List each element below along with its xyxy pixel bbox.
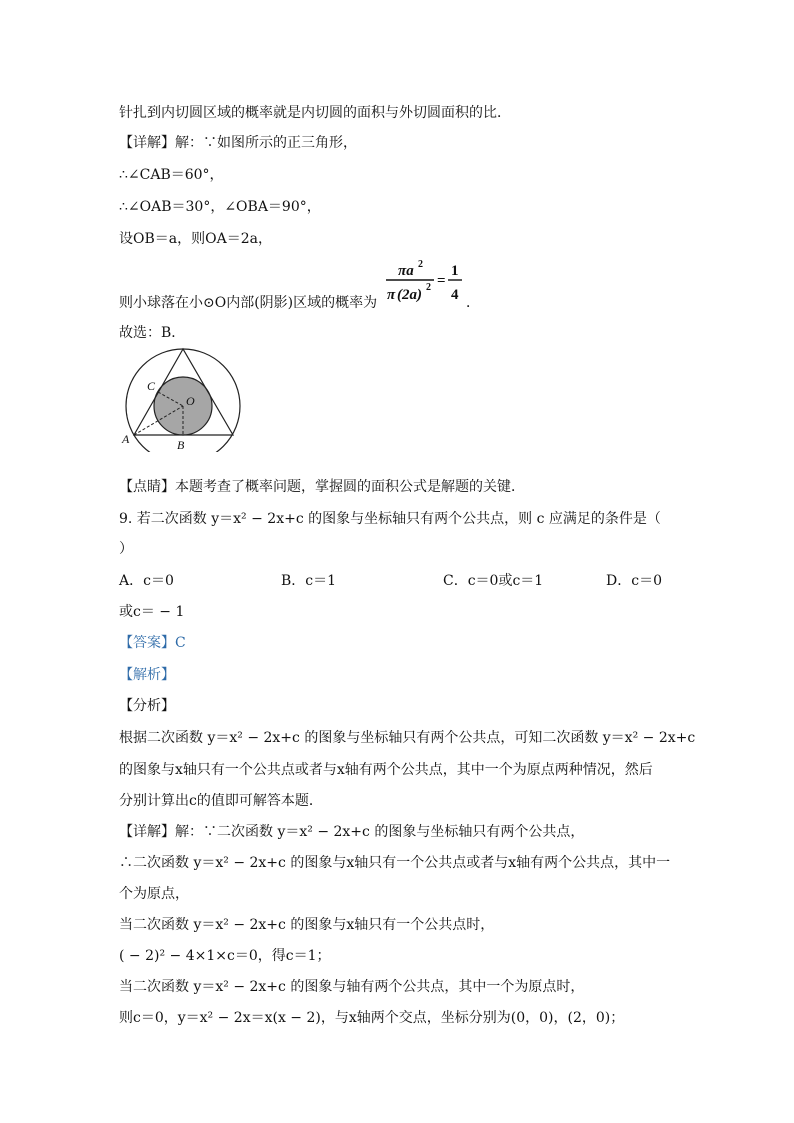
text-period: ．	[466, 295, 480, 311]
probability-line: 则小球落在小⊙O内部(阴影)区域的概率为	[119, 295, 378, 311]
frac-num-exp: 2	[418, 259, 423, 270]
text-line: 则c＝0，y＝x² − 2x＝x(x − 2)，与x轴两个交点，坐标分别为(0，0)，(2，0)；	[119, 1010, 625, 1026]
detail-heading-line: 【详解】解：∵如图所示的正三角形，	[119, 135, 357, 151]
text-line: ∴∠OAB＝30°，∠OBA＝90°，	[119, 199, 321, 215]
option-a: A．c＝0	[119, 573, 174, 589]
text-line: 的图象与x轴只有一个公共点或者与x轴有两个公共点，其中一个为原点两种情况，然后	[119, 762, 653, 778]
key-point-line: 【点睛】本题考查了概率问题，掌握圆的面积公式是解题的关键．	[119, 479, 525, 495]
option-c: C．c＝0或c＝1	[443, 573, 544, 589]
text-line: 根据二次函数 y＝x² − 2x+c 的图象与坐标轴只有两个公共点，可知二次函数 y＝x² − 2x+c	[119, 730, 696, 746]
frac-den-pi: π	[387, 287, 396, 303]
text-line: ∴二次函数 y＝x² − 2x+c 的图象与x轴只有一个公共点或者与x轴有两个公共点，其中一	[119, 855, 671, 871]
frac-numerator: πa	[398, 263, 414, 279]
analysis-label: 【解析】	[119, 667, 175, 683]
option-d: D．c＝0	[606, 573, 662, 589]
label-b: B	[177, 438, 185, 452]
frac-den-inner: (2a)	[397, 287, 422, 303]
text-line: 故选：B．	[119, 325, 186, 341]
text-line: ∴∠CAB＝60°，	[119, 167, 224, 183]
question-9-line: 9. 若二次函数 y＝x² − 2x+c 的图象与坐标轴只有两个公共点，则 c 应满足的条件是（	[119, 511, 661, 527]
option-d-continued: 或c＝ − 1	[119, 604, 185, 620]
probability-fraction	[384, 258, 466, 308]
text-line: 个为原点，	[119, 886, 189, 902]
analysis-heading: 【分析】	[119, 698, 175, 714]
frac-rhs-num: 1	[451, 263, 459, 279]
geometry-figure	[117, 346, 247, 452]
text-line: 当二次函数 y＝x² − 2x+c 的图象与轴有两个公共点，其中一个为原点时，	[119, 979, 585, 995]
text-line: 分别计算出c的值即可解答本题．	[119, 793, 323, 809]
text-line: 【详解】解：∵二次函数 y＝x² − 2x+c 的图象与坐标轴只有两个公共点，	[119, 824, 585, 840]
text-line: 针扎到内切圆区域的概率就是内切圆的面积与外切圆面积的比．	[119, 105, 511, 121]
label-o: O	[186, 394, 195, 408]
answer-label: 【答案】C	[119, 635, 186, 651]
text-line: ( − 2)² − 4×1×c＝0，得c＝1；	[119, 948, 331, 964]
frac-equals: =	[437, 273, 446, 289]
option-b: B．c＝1	[281, 573, 337, 589]
frac-den-exp: 2	[426, 282, 431, 293]
text-line: 设OB＝a，则OA＝2a，	[119, 231, 272, 247]
text-line: 当二次函数 y＝x² − 2x+c 的图象与x轴只有一个公共点时，	[119, 917, 495, 933]
label-a: A	[122, 432, 130, 446]
label-c: C	[147, 379, 156, 393]
frac-rhs-den: 4	[451, 287, 459, 303]
question-9-bracket: ）	[119, 541, 133, 557]
